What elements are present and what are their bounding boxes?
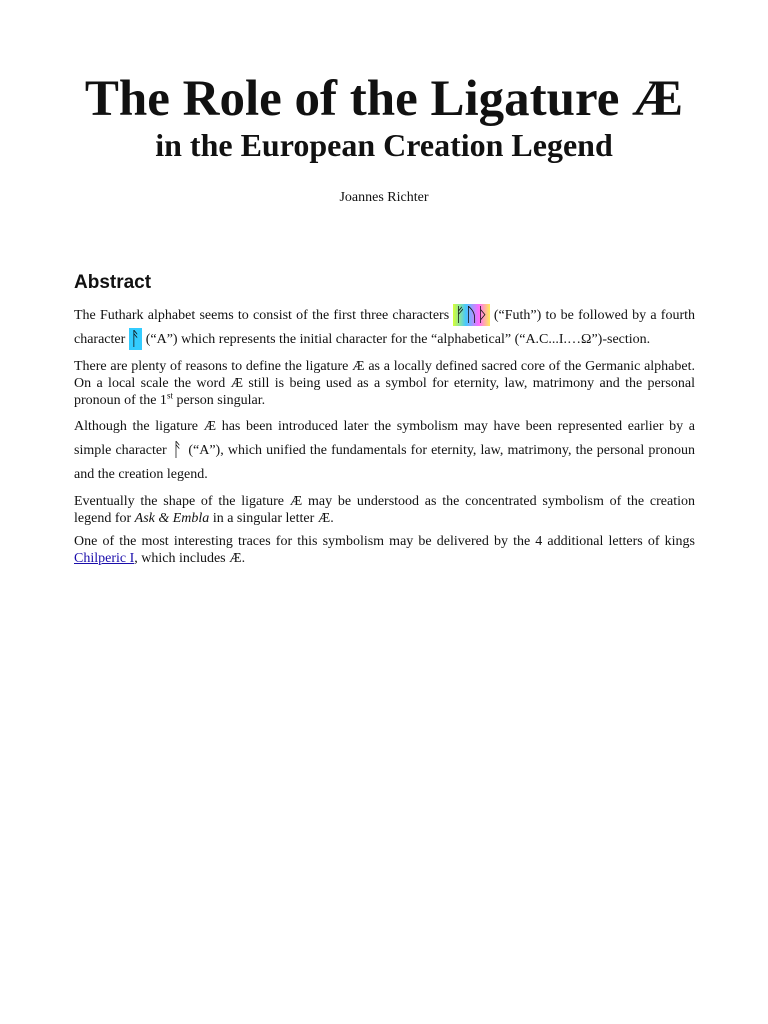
paragraph-text: Although the ligature Æ has been introduced later the symbolism may have been represented earlier by a simple character <box>74 419 695 458</box>
ansuz-rune-highlighted: ᚨ <box>129 328 142 350</box>
paragraph-text: The Futhark alphabet seems to consist of the first three characters <box>74 308 454 323</box>
paragraph-text: person singular. <box>172 393 266 408</box>
paragraph-5 <box>74 533 695 567</box>
paragraph-text: , which includes Æ. <box>134 551 246 566</box>
ansuz-rune: ᚨ <box>171 439 184 461</box>
paragraph-text: (“Futh”) to be followed by a fourth character <box>74 308 695 347</box>
paragraph-1 <box>74 304 695 352</box>
paragraph-text: One of the most interesting traces for this symbolism may be delivered by the 4 additional letters of kings <box>74 534 695 549</box>
paragraph-text: (“A”), which unified the fundamentals for eternity, law, matrimony, the personal pronoun and the creation legend. <box>74 443 696 482</box>
chilperic-link[interactable]: Chilperic I <box>74 551 135 566</box>
abstract-body <box>74 304 695 573</box>
paragraph-text: in a singular letter Æ. <box>209 511 334 526</box>
paragraph-4 <box>74 493 695 527</box>
paragraph-3 <box>74 415 695 487</box>
ask-embla-emphasis: Ask & Embla <box>134 511 210 526</box>
superscript-st: st <box>166 390 173 401</box>
paragraph-text: There are plenty of reasons to define the ligature Æ as a locally defined sacred core of the Germanic alphabet. On a local scale the word Æ still is being used as a symbol for eternity, law, matrimony and the personal pronoun of the 1 <box>74 359 695 408</box>
abstract-heading: Abstract <box>74 272 152 293</box>
paragraph-text: Eventually the shape of the ligature Æ may be understood as the concentrated symbolism of the creation legend for <box>74 494 695 526</box>
paragraph-2 <box>74 358 695 409</box>
futh-runes: ᚠᚢᚦ <box>454 304 489 326</box>
author-name: Joannes Richter <box>339 190 429 205</box>
paragraph-text: (“A”) which represents the initial character for the “alphabetical” (“A.C...I.…Ω”)-section. <box>142 332 651 347</box>
document-title: The Role of the Ligature Æ <box>84 71 684 127</box>
document-subtitle: in the European Creation Legend <box>155 127 613 163</box>
